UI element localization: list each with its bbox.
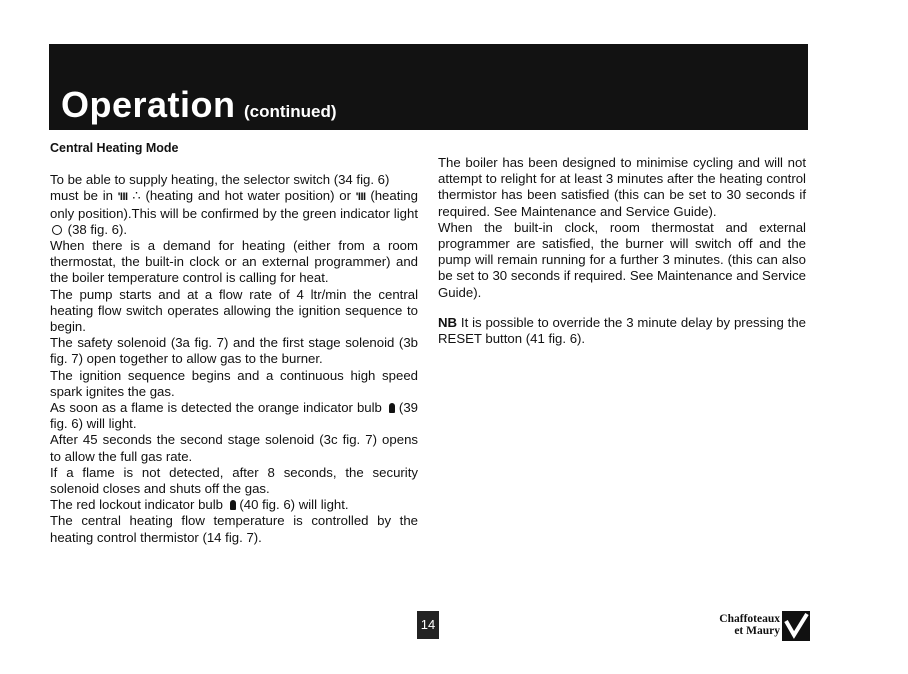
page-title — [61, 84, 337, 126]
paragraph: The boiler has been designed to minimise cycling and will not attempt to relight for at least 3 minutes after the heating control thermistor has been satisfied (this can be set to 30 seconds if required. See Maintenance and Service Guide). — [438, 155, 806, 219]
paragraph — [50, 188, 418, 238]
spacer — [438, 301, 806, 315]
paragraph: The safety solenoid (3a fig. 7) and the first stage solenoid (3b fig. 7) open together to allow gas to the burner. — [50, 335, 418, 367]
nb-label: NB — [438, 314, 458, 330]
section-heading: Central Heating Mode — [50, 141, 179, 155]
text: (heating and hot water position) or — [145, 188, 352, 204]
text: As soon as a flame is detected the orange indicator bulb — [50, 400, 382, 416]
nb-paragraph — [438, 315, 806, 347]
nb-text: It is possible to override the 3 minute delay by pressing the RESET button (41 fig. 6). — [438, 314, 807, 347]
paragraph: The ignition sequence begins and a continuous high speed spark ignites the gas. — [50, 367, 418, 399]
paragraph: The pump starts and at a flow rate of 4 ltr/min the central heating flow switch operates allowing the ignition sequence to begin. — [50, 286, 418, 335]
logo-line-1: Chaffoteaux — [719, 613, 780, 625]
paragraph: The central heating flow temperature is controlled by the heating control thermistor (14 fig. 7). — [50, 513, 418, 545]
paragraph: If a flame is not detected, after 8 seconds, the security solenoid closes and shuts off the gas. — [50, 464, 418, 497]
paragraph: After 45 seconds the second stage solenoid (3c fig. 7) opens to allow the full gas rate. — [50, 432, 418, 464]
title-subtitle: (continued) — [243, 102, 337, 121]
orange-bulb-icon — [389, 403, 395, 413]
right-column — [438, 155, 806, 347]
brand-logo — [706, 611, 810, 641]
paragraph — [50, 400, 418, 432]
logo-text — [719, 613, 780, 637]
checkmark-logo-icon — [782, 611, 810, 641]
logo-line-2: et Maury — [734, 625, 780, 637]
title-main: Operation — [61, 84, 236, 125]
tap-icon: ∴ — [132, 188, 141, 204]
text: (38 fig. 6). — [67, 221, 128, 237]
heating-hot-water-symbol-icon: 'III — [117, 191, 128, 204]
paragraph: When the built-in clock, room thermostat and external programmer are satisfied, the burner will switch off and the pump will remain running for a further 3 minutes. (this can also be set to 30 seconds if required. See Maintenance and Service Guide). — [438, 219, 806, 300]
text: (40 fig. 6) will light. — [239, 497, 349, 513]
paragraph: When there is a demand for heating (either from a room thermostat, the built-in clock or an external programmer) and the boiler temperature control is calling for heat. — [50, 238, 418, 286]
heating-only-symbol-icon: 'III — [355, 191, 366, 204]
red-bulb-icon — [230, 500, 236, 510]
section-header-bar — [49, 44, 808, 130]
green-indicator-light-icon — [52, 225, 62, 235]
text: (heating only position).This will be confirmed by the green indicator light — [50, 188, 418, 221]
paragraph: To be able to supply heating, the selector switch (34 fig. 6) — [50, 172, 390, 188]
text: (39 fig. 6) will light. — [50, 400, 418, 432]
paragraph — [50, 497, 418, 513]
left-column — [50, 140, 418, 546]
text: must be in — [50, 188, 114, 204]
page-number: 14 — [417, 611, 439, 639]
text: The red lockout indicator bulb — [50, 497, 224, 513]
